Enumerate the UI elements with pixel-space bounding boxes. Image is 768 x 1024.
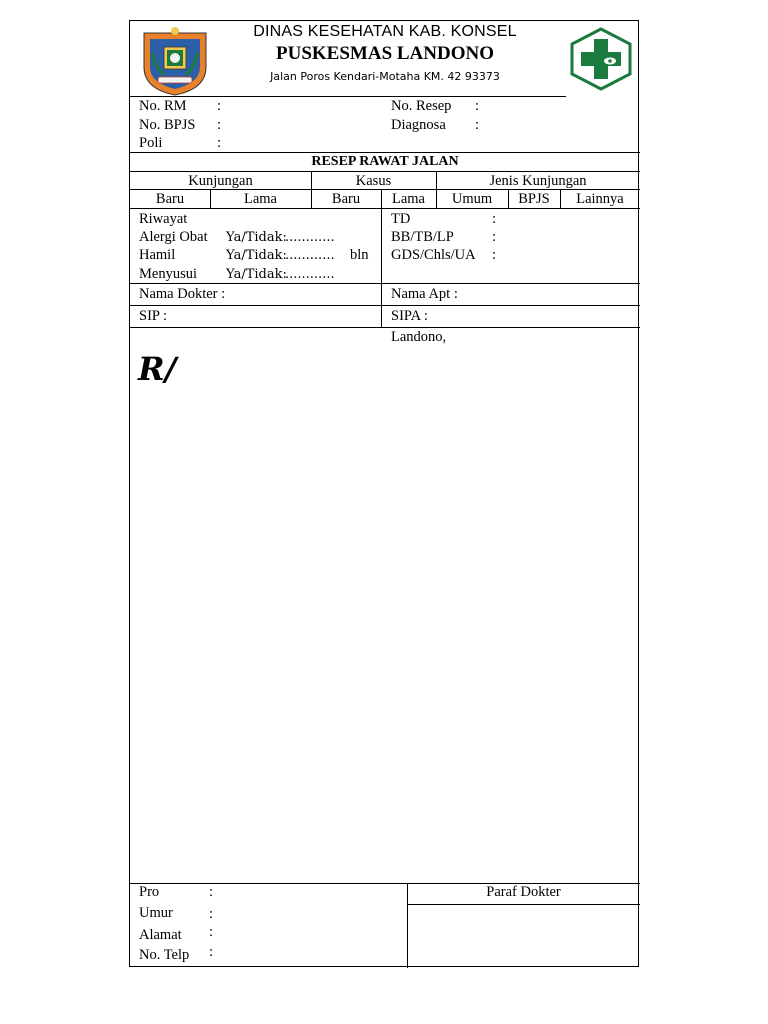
label-no-bpjs: No. BPJS	[139, 117, 196, 133]
label-paraf-dokter: Paraf Dokter	[486, 884, 561, 900]
label-no-resep: No. Resep	[391, 98, 452, 114]
label-nama-dokter: Nama Dokter :	[139, 286, 226, 302]
col-kasus: Kasus	[355, 173, 392, 189]
col-jenis-kunjungan: Jenis Kunjungan	[489, 173, 587, 189]
label-sipa: SIPA :	[391, 308, 428, 324]
colon: :	[475, 117, 480, 133]
checkbox-kasus-baru[interactable]: Baru	[331, 191, 361, 207]
alergi-ya-tidak: Ya/Tidak:	[226, 230, 287, 245]
prescription-form	[129, 20, 639, 967]
header-address: Jalan Poros Kendari-Motaha KM. 42 93373	[270, 70, 500, 83]
header-divider	[130, 96, 566, 97]
checkbox-lainnya[interactable]: Lainnya	[576, 191, 624, 207]
rx-symbol: R/	[138, 350, 177, 388]
header-clinic-name: PUSKESMAS LANDONO	[276, 43, 494, 64]
colon: :	[475, 98, 480, 114]
label-hamil: Hamil	[139, 247, 176, 263]
label-alergi-obat: Alergi Obat	[139, 229, 208, 245]
alergi-dots[interactable]: ............	[285, 230, 335, 245]
label-pro: Pro	[139, 884, 160, 900]
label-td: TD	[391, 211, 411, 227]
hamil-dots[interactable]: ............	[285, 248, 335, 263]
colon: :	[209, 906, 214, 922]
colon: :	[217, 135, 222, 151]
hamil-unit: bln	[350, 247, 369, 263]
colon: :	[492, 247, 497, 263]
hamil-ya-tidak: Ya/Tidak:	[226, 248, 287, 263]
colon: :	[209, 924, 214, 940]
form-title: RESEP RAWAT JALAN	[311, 154, 459, 169]
label-menyusui: Menyusui	[139, 266, 197, 282]
menyusui-ya-tidak: Ya/Tidak:	[226, 267, 287, 282]
colon: :	[209, 884, 214, 900]
checkbox-kasus-lama[interactable]: Lama	[391, 191, 425, 207]
menyusui-dots[interactable]: ............	[285, 267, 335, 282]
checkbox-kunjungan-baru[interactable]: Baru	[155, 191, 185, 207]
prescription-area[interactable]	[130, 327, 640, 883]
label-no-rm: No. RM	[139, 98, 187, 114]
label-poli: Poli	[139, 135, 163, 151]
signature-box[interactable]	[408, 905, 639, 967]
header-agency: DINAS KESEHATAN KAB. KONSEL	[253, 23, 517, 40]
label-bb-tb-lp: BB/TB/LP	[391, 229, 454, 245]
col-kunjungan: Kunjungan	[188, 173, 253, 189]
label-diagnosa: Diagnosa	[391, 117, 446, 133]
checkbox-kunjungan-lama[interactable]: Lama	[243, 191, 277, 207]
colon: :	[217, 117, 222, 133]
colon: :	[217, 98, 222, 114]
label-sip: SIP :	[139, 308, 168, 324]
label-riwayat: Riwayat	[139, 211, 188, 227]
checkbox-bpjs[interactable]: BPJS	[518, 191, 550, 207]
label-gds-chls-ua: GDS/Chls/UA	[391, 247, 476, 263]
colon: :	[209, 944, 214, 960]
label-umur: Umur	[139, 905, 173, 921]
label-no-telp: No. Telp	[139, 947, 190, 963]
checkbox-umum[interactable]: Umum	[451, 191, 493, 207]
colon: :	[492, 211, 497, 227]
colon: :	[492, 229, 497, 245]
label-alamat: Alamat	[139, 927, 182, 943]
label-nama-apt: Nama Apt :	[391, 286, 458, 302]
label-landono: Landono,	[391, 329, 447, 345]
